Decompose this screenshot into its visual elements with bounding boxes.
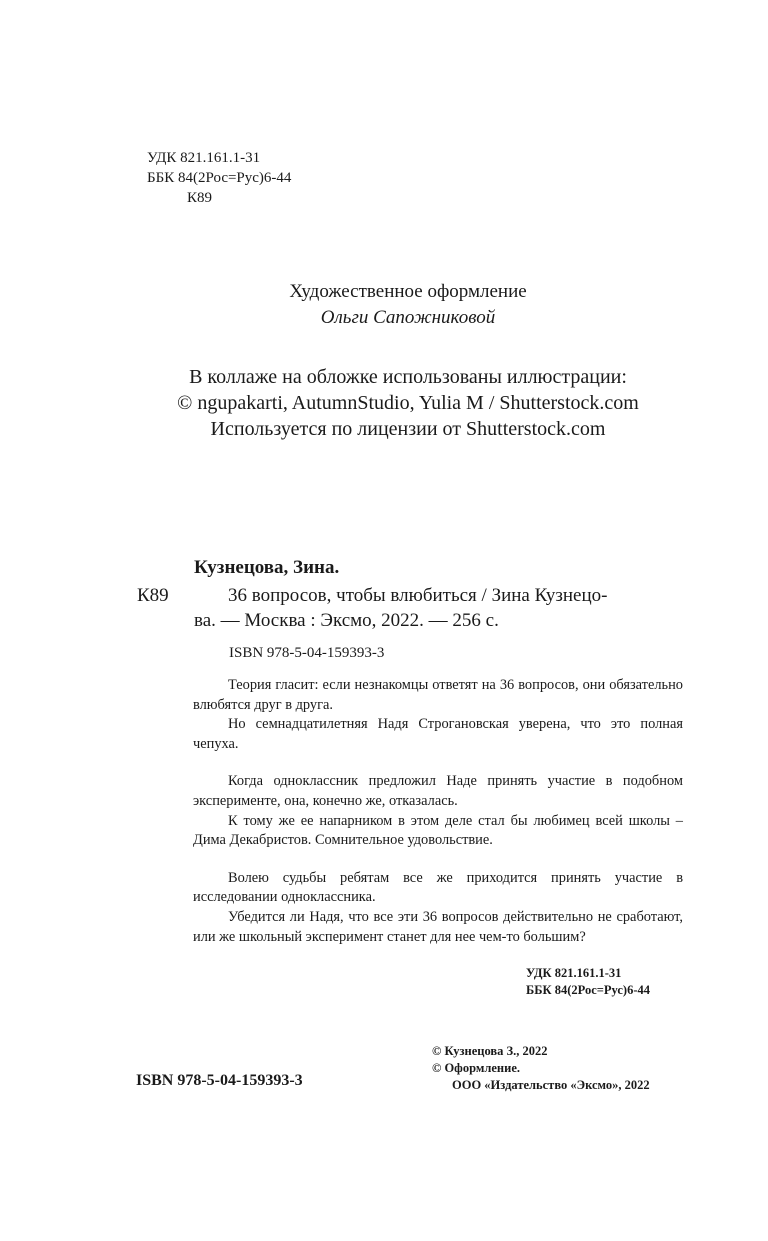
- copyright-publisher: ООО «Издательство «Эксмо», 2022: [452, 1078, 650, 1092]
- entry-title-line1: 36 вопросов, чтобы влюбиться / Зина Кузнецо-: [228, 585, 608, 606]
- annotation-paragraph: Когда одноклассник предложил Наде принять участие в подобном эксперименте, она, конечно же, отказалась.: [193, 773, 683, 809]
- udk-code-top: УДК 821.161.1-31: [147, 150, 261, 166]
- collage-credit-line3: Используется по лицензии от Shutterstock.com: [210, 418, 606, 440]
- design-credit-name: Ольги Сапожниковой: [320, 307, 496, 328]
- isbn-bottom: ISBN 978-5-04-159393-3: [136, 1072, 303, 1089]
- annotation-paragraph: Волею судьбы ребятам все же приходится принять участие в исследовании одноклассника.: [193, 869, 683, 906]
- annotation-paragraph: Убедится ли Надя, что все эти 36 вопросов действительно не сработают, или же школьный эксперимент станет для нее чем-то большим?: [193, 908, 683, 945]
- copyright-design: © Оформление.: [432, 1061, 521, 1075]
- entry-author-mark: К89: [137, 585, 169, 606]
- collage-credit-line2: © ngupakarti, AutumnStudio, Yulia M / Shutterstock.com: [177, 392, 639, 414]
- entry-isbn: ISBN 978-5-04-159393-3: [229, 645, 385, 661]
- copyright-author: © Кузнецова З., 2022: [432, 1044, 548, 1058]
- entry-title-line2: ва. — Москва : Эксмо, 2022. — 256 с.: [194, 610, 499, 631]
- annotation-paragraph: Теория гласит: если незнакомцы ответят на 36 вопросов, они обязательно влюбятся друг в друга.: [193, 677, 683, 713]
- udk-code-bottom: УДК 821.161.1-31: [526, 966, 622, 980]
- annotation-paragraph: К тому же ее напарником в этом деле стал бы любимец всей школы – Дима Декабристов. Сомнительное удовольствие.: [193, 812, 683, 849]
- book-author: Кузнецова, Зина.: [194, 557, 340, 578]
- annotation-paragraph: Но семнадцатилетняя Надя Строгановская уверена, что это полная чепуха.: [193, 716, 683, 752]
- bbk-code-bottom: ББК 84(2Рос=Рус)6-44: [526, 983, 650, 997]
- bbk-code-top: ББК 84(2Рос=Рус)6-44: [147, 170, 292, 186]
- author-mark-top: К89: [187, 190, 213, 206]
- annotation: [193, 676, 683, 947]
- design-credit-label: Художественное оформление: [289, 281, 527, 302]
- collage-credit-line1: В коллаже на обложке использованы иллюстрации:: [189, 366, 627, 388]
